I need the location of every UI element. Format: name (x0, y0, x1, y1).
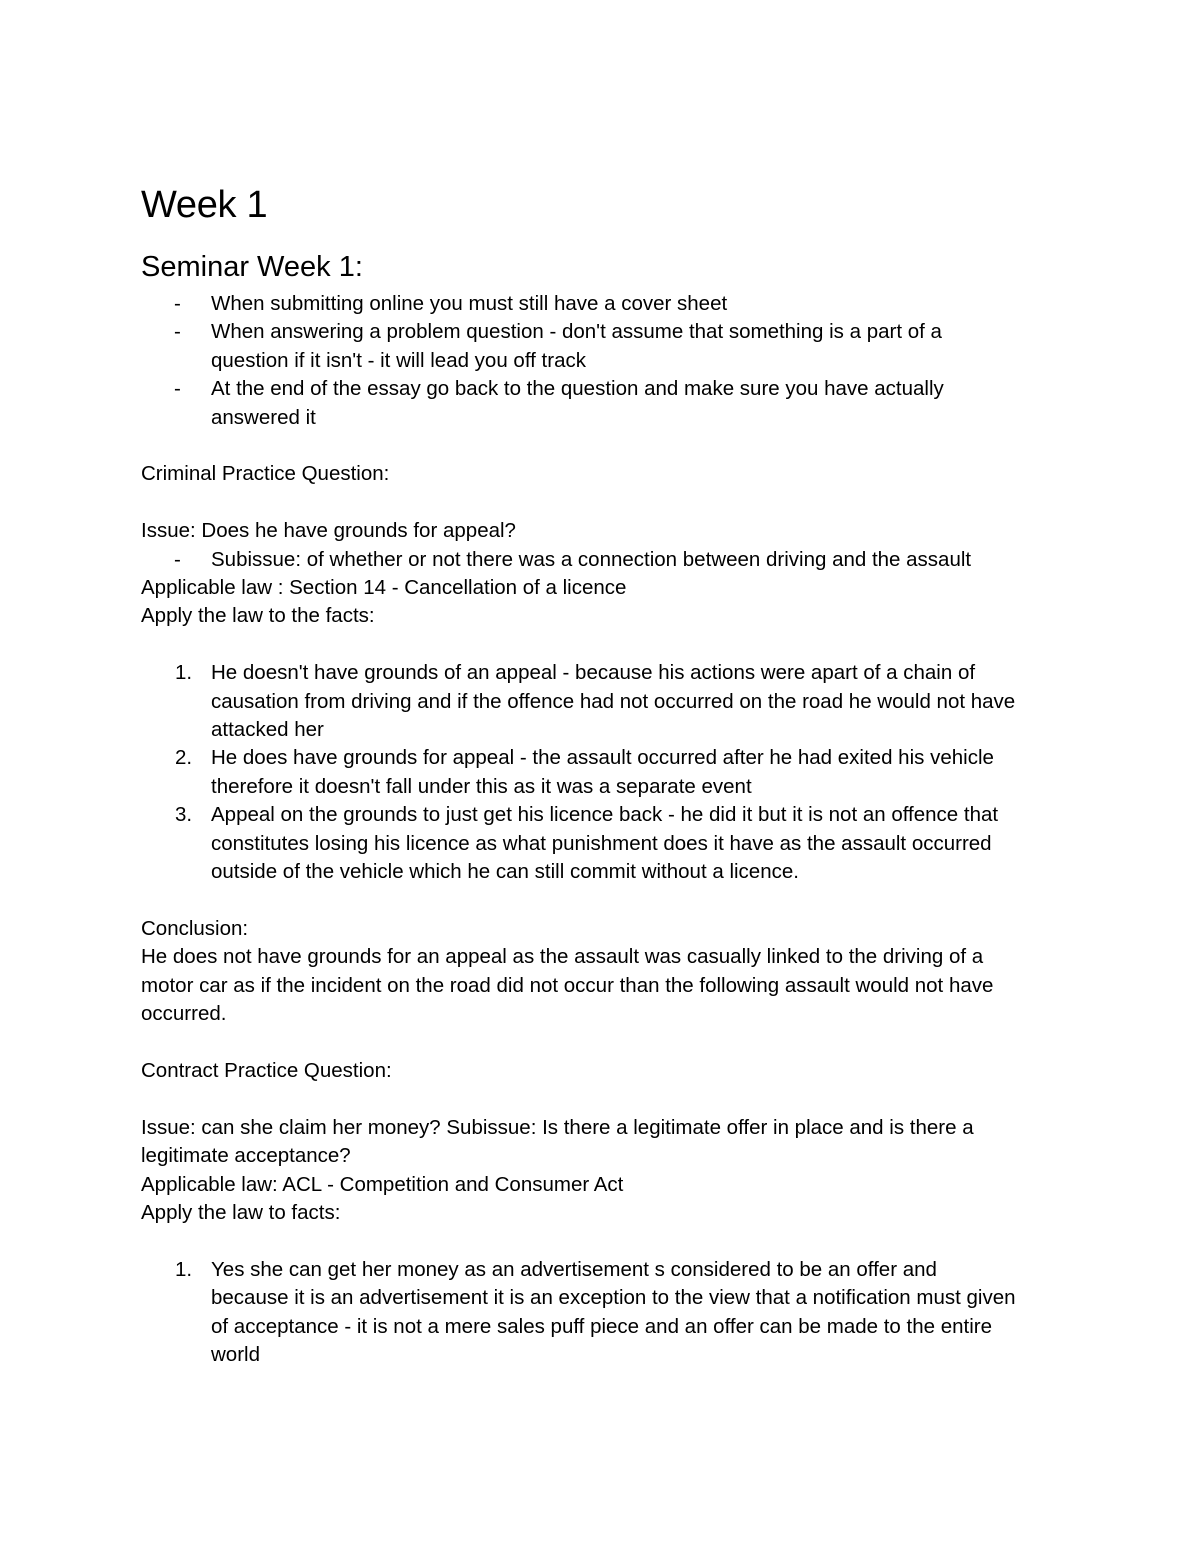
list-number: 2. (175, 746, 193, 770)
conclusion-text: motor car as if the incident on the road did not occur than the following assault would not have (141, 973, 994, 997)
list-item (141, 801, 1081, 886)
contract-apply-heading: Apply the law to facts: (141, 1200, 341, 1224)
criminal-applicable-law: Applicable law : Section 14 - Cancellation of a licence (141, 576, 627, 600)
list-item-text: He doesn't have grounds of an appeal - because his actions were apart of a chain of (211, 661, 976, 685)
bullet-marker: - (174, 547, 181, 571)
conclusion-text: occurred. (141, 1002, 227, 1026)
contract-applicable-law: Applicable law: ACL - Competition and Consumer Act (141, 1172, 624, 1196)
list-item-text: He does have grounds for appeal - the assault occurred after he had exited his vehicle (211, 746, 994, 770)
contract-heading: Contract Practice Question: (141, 1058, 392, 1082)
list-item (141, 744, 1081, 801)
criminal-heading: Criminal Practice Question: (141, 462, 390, 486)
list-item-text: question if it isn't - it will lead you off track (211, 348, 586, 372)
list-item-text: When submitting online you must still have a cover sheet (211, 292, 728, 315)
list-item (141, 318, 1081, 375)
list-item (141, 1256, 1081, 1370)
document-body (141, 180, 1081, 1369)
criminal-numbered-list (141, 659, 1081, 886)
list-item-text: answered it (211, 405, 316, 429)
criminal-subissue: Subissue: of whether or not there was a connection between driving and the assault (211, 547, 972, 571)
list-item (141, 375, 1081, 432)
page-title: Week 1 (141, 184, 268, 226)
list-item-text: At the end of the essay go back to the question and make sure you have actually (211, 377, 944, 401)
list-item-text: When answering a problem question - don't assume that something is a part of a (211, 320, 942, 344)
list-item-text: constitutes losing his licence as what punishment does it have as the assault occurred (211, 831, 992, 855)
conclusion-text: He does not have grounds for an appeal as the assault was casually linked to the driving of a (141, 945, 984, 969)
list-item (141, 546, 1081, 574)
contract-numbered-list (141, 1256, 1081, 1370)
list-item (141, 290, 1081, 318)
list-item (141, 659, 1081, 744)
list-item-text: world (211, 1342, 260, 1366)
list-item-text: therefore it doesn't fall under this as it was a separate event (211, 774, 752, 798)
list-item-text: attacked her (211, 718, 324, 742)
bullet-marker: - (174, 320, 181, 344)
bullet-marker: - (174, 377, 181, 401)
conclusion-heading: Conclusion: (141, 916, 249, 940)
list-item-text: causation from driving and if the offence had not occurred on the road he would not have (211, 689, 1016, 713)
list-item-text: of acceptance - it is not a mere sales puff piece and an offer can be made to the entire (211, 1314, 993, 1338)
criminal-apply-heading: Apply the law to the facts: (141, 604, 375, 628)
list-number: 1. (175, 1257, 193, 1281)
list-number: 3. (175, 803, 193, 827)
list-item-text: outside of the vehicle which he can still commit without a licence. (211, 860, 799, 884)
list-item-text: because it is an advertisement it is an exception to the view that a notification must given (211, 1286, 1016, 1310)
contract-issue: legitimate acceptance? (141, 1144, 351, 1168)
contract-issue: Issue: can she claim her money? Subissue: Is there a legitimate offer in place and is there a (141, 1115, 974, 1139)
list-item-text: Yes she can get her money as an advertisement s considered to be an offer and (211, 1257, 937, 1281)
criminal-issue: Issue: Does he have grounds for appeal? (141, 519, 516, 543)
seminar-bullet-list (141, 290, 1081, 432)
seminar-heading: Seminar Week 1: (141, 251, 363, 283)
list-item-text: Appeal on the grounds to just get his licence back - he did it but it is not an offence that (211, 803, 999, 827)
list-number: 1. (175, 661, 193, 685)
bullet-marker: - (174, 292, 181, 315)
